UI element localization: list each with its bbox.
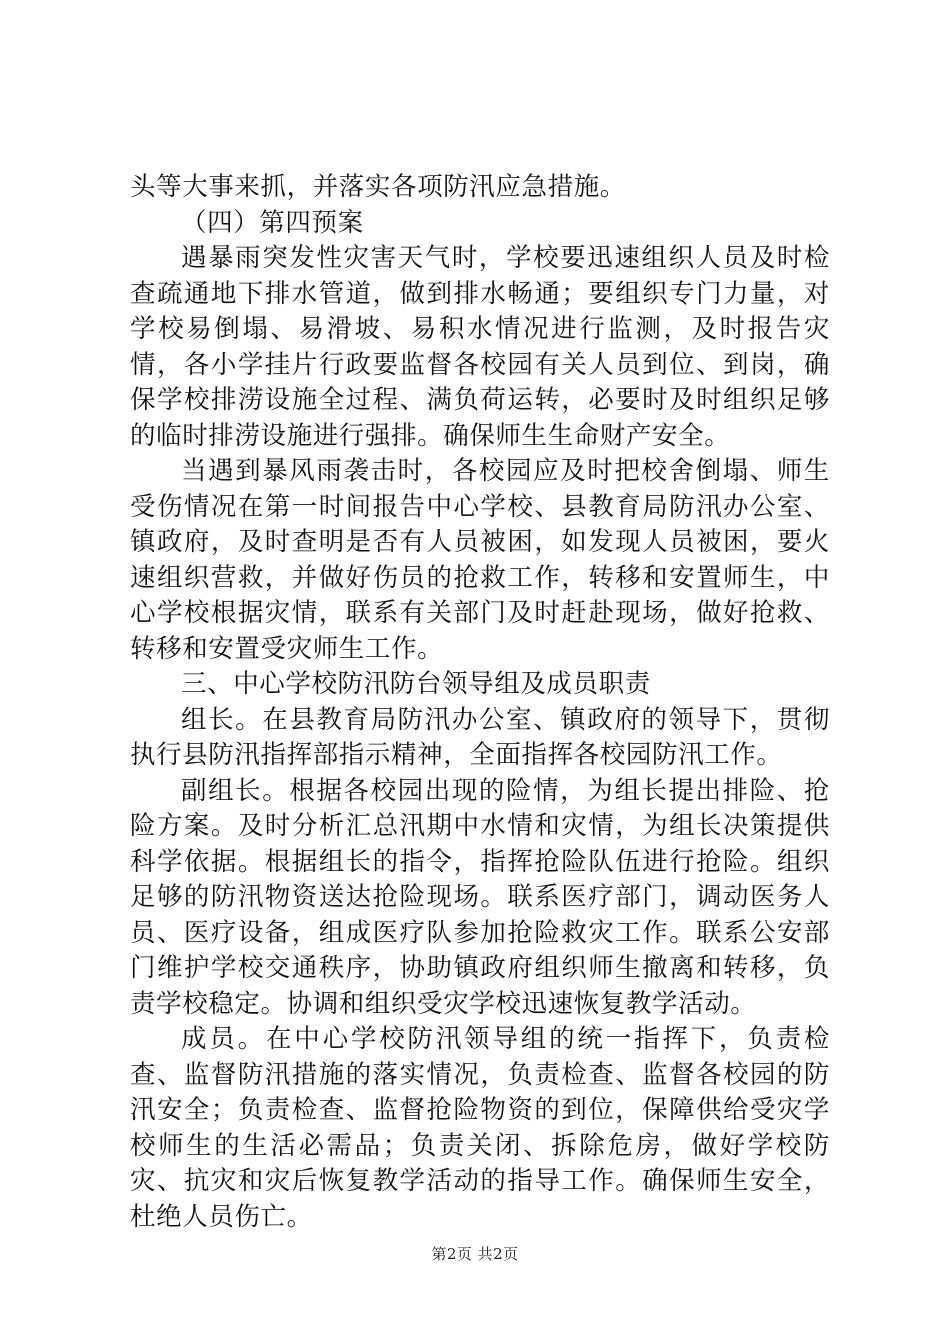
page-number-footer: 第2页 共2页	[431, 1245, 519, 1263]
section-heading-leadership: 三、中心学校防汛防台领导组及成员职责	[181, 669, 651, 699]
document-body	[130, 170, 830, 1235]
paragraph-continuation: 头等大事来抓，并落实各项防汛应急措施。	[130, 172, 626, 202]
paragraph-deputy-leader: 副组长。根据各校园出现的险情，为组长提出排险、抢险方案。及时分析汇总汛期中水情和灾情，为组长决策提供科学依据。根据组长的指令，指挥抢险队伍进行抢险。组织足够的防汛物资送达抢险现场。联系医疗部门，调动医务人员、医疗设备，组成医疗队参加抢险救灾工作。联系公安部门维护学校交通秩序，协助镇政府组织师生撤离和转移，负责学校稳定。协调和组织受灾学校迅速恢复教学活动。	[130, 775, 830, 1019]
paragraph-rainstorm-response: 遇暴雨突发性灾害天气时，学校要迅速组织人员及时检查疏通地下排水管道，做到排水畅通；要组织专门力量，对学校易倒塌、易滑坡、易积水情况进行监测，及时报告灾情，各小学挂片行政要监督各校园有关人员到位、到岗，确保学校排涝设施全过程、满负荷运转，必要时及时组织足够的临时排涝设施进行强排。确保师生生命财产安全。	[130, 243, 830, 451]
section-heading-fourth-plan: （四）第四预案	[181, 207, 364, 238]
paragraph-storm-attack: 当遇到暴风雨袭击时，各校园应及时把校舍倒塌、师生受伤情况在第一时间报告中心学校、县教育局防汛办公室、镇政府，及时查明是否有人员被困，如发现人员被困，要火速组织营救，并做好伤员的抢救工作，转移和安置师生，中心学校根据灾情，联系有关部门及时赶赴现场，做好抢救、转移和安置受灾师生工作。	[130, 456, 830, 664]
paragraph-group-leader: 组长。在县教育局防汛办公室、镇政府的领导下，贯彻执行县防汛指挥部指示精神，全面指挥各校园防汛工作。	[130, 704, 830, 770]
paragraph-members: 成员。在中心学校防汛领导组的统一指挥下，负责检查、监督防汛措施的落实情况，负责检查、监督各校园的防汛安全；负责检查、监督抢险物资的到位，保障供给受灾学校师生的生活必需品；负责关闭、拆除危房，做好学校防灾、抗灾和灾后恢复教学活动的指导工作。确保师生安全，杜绝人员伤亡。	[130, 1024, 830, 1232]
